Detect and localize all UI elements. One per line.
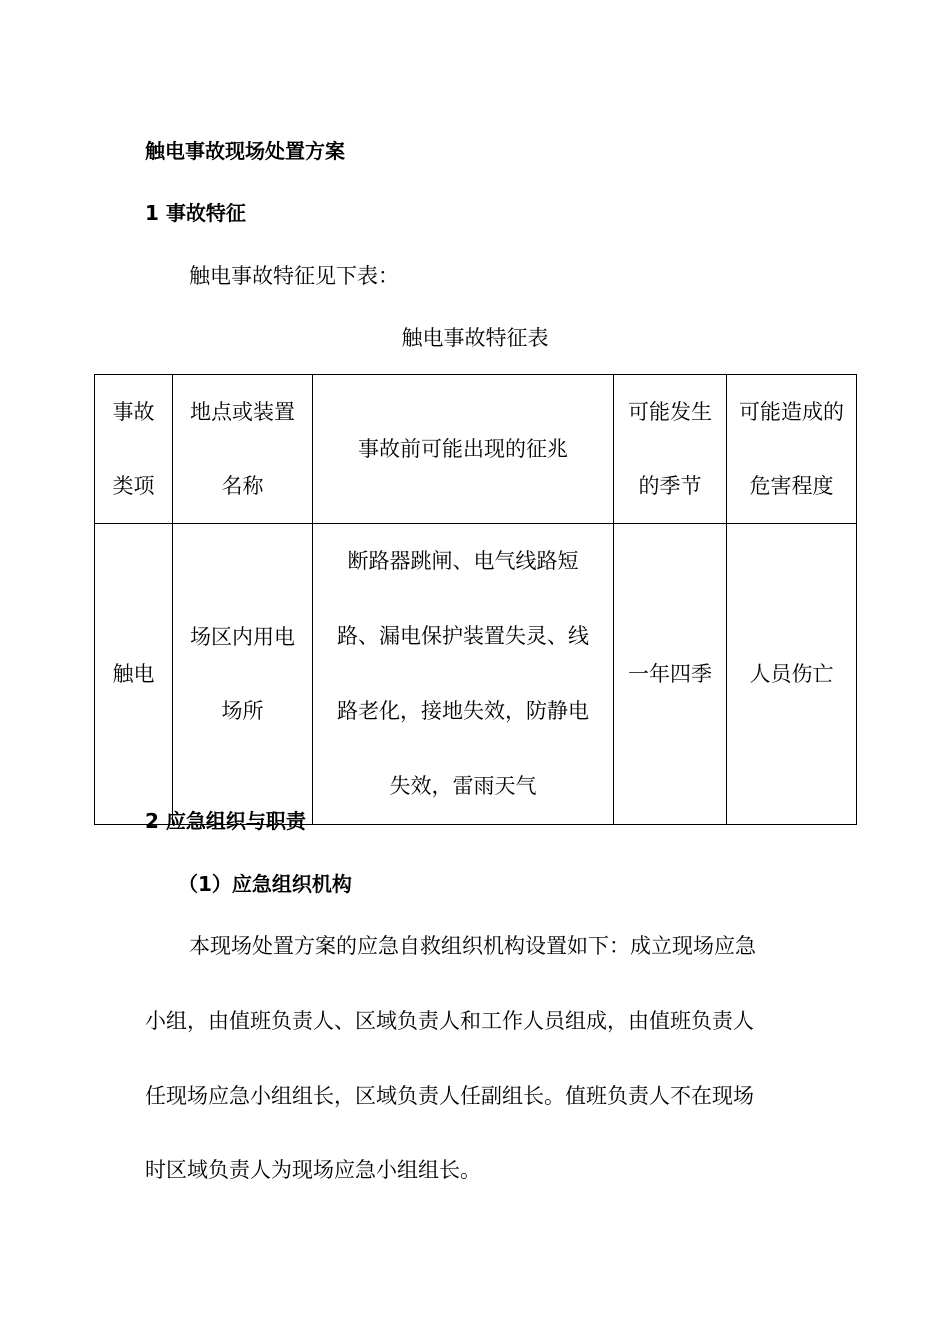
section-1-heading: 1 事故特征 bbox=[145, 201, 246, 225]
paragraph-line: 小组，由值班负责人、区域负责人和工作人员组成，由值班负责人 bbox=[145, 1009, 754, 1033]
table-header-row bbox=[95, 375, 857, 524]
paragraph-line: 任现场应急小组组长，区域负责人任副组长。值班负责人不在现场 bbox=[145, 1084, 754, 1108]
cell-harm: 人员伤亡 bbox=[727, 524, 857, 825]
cell-accident-type: 触电 bbox=[95, 524, 173, 825]
cell-signs: 断路器跳闸、电气线路短 路、漏电保护装置失灵、线 路老化，接地失效，防静电 失效，雷雨天气 bbox=[313, 524, 614, 825]
section-2-heading: 2 应急组织与职责 bbox=[145, 809, 306, 833]
section-1-intro: 触电事故特征见下表： bbox=[189, 264, 399, 288]
cell-season: 一年四季 bbox=[614, 524, 727, 825]
header-cell-harm: 可能造成的 危害程度 bbox=[727, 375, 857, 524]
paragraph-line: 本现场处置方案的应急自救组织机构设置如下：成立现场应急 bbox=[189, 934, 756, 958]
header-cell-signs: 事故前可能出现的征兆 bbox=[313, 375, 614, 524]
paragraph-line: 时区域负责人为现场应急小组组长。 bbox=[145, 1158, 481, 1182]
header-cell-season: 可能发生 的季节 bbox=[614, 375, 727, 524]
table-row bbox=[95, 524, 857, 825]
header-cell-type: 事故 类项 bbox=[95, 375, 173, 524]
header-cell-location: 地点或装置 名称 bbox=[173, 375, 313, 524]
section-2-subheading: （1）应急组织机构 bbox=[178, 872, 352, 896]
accident-feature-table bbox=[94, 374, 857, 825]
table-caption: 触电事故特征表 bbox=[401, 326, 549, 350]
document-title: 触电事故现场处置方案 bbox=[145, 139, 345, 163]
cell-location: 场区内用电 场所 bbox=[173, 524, 313, 825]
